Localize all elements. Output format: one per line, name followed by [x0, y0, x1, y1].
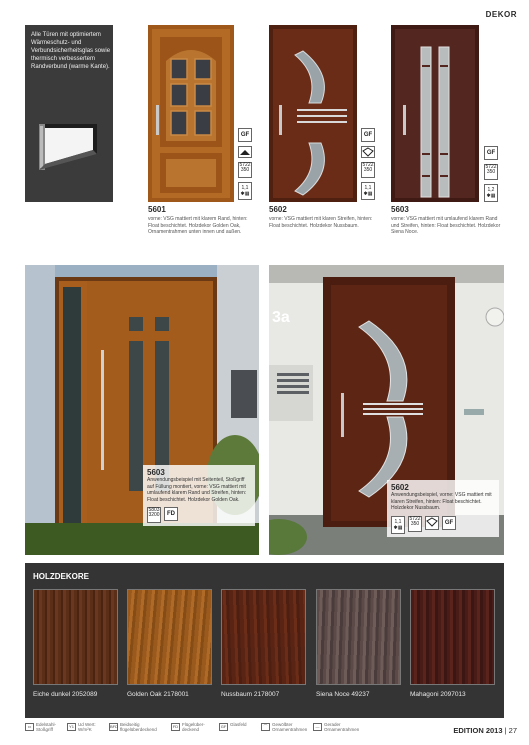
ornament-straight-icon: — [313, 723, 322, 731]
house-number: 3a [272, 309, 290, 326]
swatch-label: Siena Noce 49237 [316, 691, 370, 698]
door-5601-image [148, 25, 234, 202]
uw-badge: 1,1 ✱▦ [391, 516, 405, 534]
swatch-label: Nussbaum 2178007 [221, 691, 280, 698]
footer-separator: | [504, 726, 509, 735]
glass-icon [361, 146, 375, 158]
model-description: vorne: VSG mattiert mit klarem Rand, hinten: Float beschichtet. Holzdekor Golden Oak, Ornamentrahmen unten innen und außen. [148, 216, 248, 235]
overlap-icon: BFD [110, 724, 118, 729]
legend-item: ⌒ Gewölbter Ornamentrahmen [261, 722, 312, 732]
gf-badge: GF [361, 128, 375, 142]
glass-icon [425, 516, 439, 530]
fd-badge: FD [164, 507, 178, 521]
legend-item: ▭ Edelstahl-Stoßgriff [25, 722, 62, 732]
model-number: 5602 [269, 205, 287, 214]
holzdekore-title: HOLZDEKORE [33, 572, 89, 581]
model-description: vorne: VSG mattiert mit umlaufend klarem Rand und Streifen, hinten: Float beschichtet. Holzdekor Siena Noce. [391, 216, 501, 235]
fd-icon: FD [172, 724, 179, 729]
swatch-siena-noce [316, 589, 401, 685]
application-photo-5602 [269, 265, 504, 555]
model-number: 5603 [391, 205, 409, 214]
swatch-label: Mahagoni 2097013 [410, 691, 466, 698]
swatch-mahagoni [410, 589, 495, 685]
section-label: DEKOR [485, 10, 517, 19]
model-number: 5602 [391, 483, 409, 492]
swatch-label: Eiche dunkel 2052089 [33, 691, 98, 698]
legend [25, 722, 425, 736]
uw-badge: 1,1 ✱▦ [238, 182, 252, 200]
page-number: 27 [508, 726, 517, 735]
legend-item: BFD Beidseitig flügelüberdeckend [110, 722, 157, 732]
swatch-label: Golden Oak 2178001 [127, 691, 189, 698]
code-badge: 5722 350 [484, 164, 498, 180]
swatch-nussbaum [221, 589, 306, 685]
ornament-curved-icon: ⌒ [261, 723, 270, 731]
glass-icon: GF [220, 724, 227, 729]
legend-item: GF Glasfeld [220, 722, 247, 729]
glass-edge-detail-image [35, 120, 101, 175]
code-badge: 5803 3200 [147, 507, 161, 523]
uw-badge: 1,1 ✱▦ [361, 182, 375, 200]
info-text: Alle Türen mit optimiertem Wärmeschutz- und Verbundsicherheitsglas sowie thermisch verbessertem Randverbund (warme Kante). [31, 32, 111, 70]
ornament-curved-icon [238, 146, 252, 158]
model-description: vorne: VSG mattiert mit klaren Streifen, hinten: Float beschichtet. Holzdekor Nussbaum. [269, 216, 373, 229]
holzdekore-panel [25, 563, 504, 718]
gf-badge: GF [442, 516, 456, 530]
gf-badge: GF [238, 128, 252, 142]
edition-label: EDITION 2013 [453, 726, 503, 735]
uw-badge: 1,2 ✱▦ [484, 184, 498, 202]
door-5603-image [391, 25, 479, 202]
door-5602-image [269, 25, 357, 202]
model-number: 5601 [148, 205, 166, 214]
model-description: Anwendungsbeispiel, vorne: VSG mattiert mit klaren Streifen, hinten: Float beschichtet. Holzdekor Nussbaum. [391, 492, 492, 511]
model-description: Anwendungsbeispiel mit Seitenteil, Stoßgriff auf Füllung montiert, vorne: VSG mattiert mit umlaufend klarem Rand und Streifen, hinten: Float beschichtet. Holzdekor Golden Oak. [147, 477, 247, 503]
code-badge: 5722 350 [408, 516, 422, 532]
handle-icon: ▭ [25, 723, 34, 731]
photo-caption [143, 465, 255, 526]
model-number: 5603 [147, 468, 165, 477]
code-badge: 5722 350 [361, 162, 375, 178]
legend-item: Y1 Ud Wert: W/m²K [67, 722, 108, 732]
uw-icon: Y1 [67, 723, 76, 731]
photo-caption [387, 480, 499, 537]
footer [453, 726, 517, 735]
legend-item: FD Flügelüber-deckend [172, 722, 205, 732]
swatch-eiche-dunkel [33, 589, 118, 685]
swatch-golden-oak [127, 589, 212, 685]
application-photo-5603 [25, 265, 259, 555]
gf-badge: GF [484, 146, 498, 160]
legend-item: — Gerader Ornamentrahmen [313, 722, 368, 732]
info-box [25, 25, 113, 202]
code-badge: 5722 350 [238, 162, 252, 178]
